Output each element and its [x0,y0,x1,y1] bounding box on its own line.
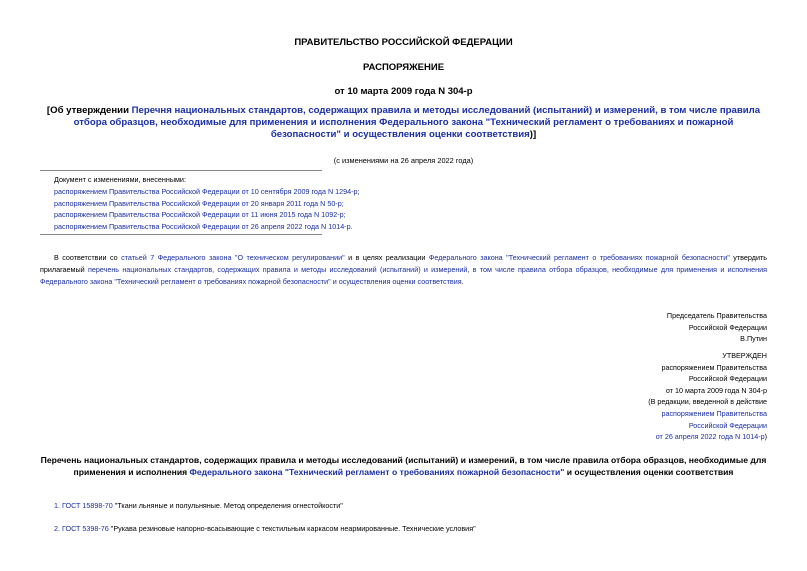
list-item [54,501,343,510]
document-title [40,105,767,141]
body-link-federal-law[interactable]: Федерального закона "Технический регламент о требованиях пожарной безопасности" [428,253,730,262]
document-kind: РАСПОРЯЖЕНИЕ [362,62,445,73]
signature-line-2: Российской Федерации [688,322,767,332]
approval-line-4: от 10 марта 2009 года N 304-р [665,385,767,395]
approval-line-5: (В редакции, введенной в действие [648,397,767,407]
change-link-2[interactable]: распоряжением Правительства Российской Федерации от 20 января 2011 года N 50-р; [54,198,344,208]
change-link-4[interactable]: распоряжением Правительства Российской Федерации от 26 апреля 2022 года N 1014-р. [54,222,353,232]
list-item-text: "Рукава резиновые напорно-всасывающие с текстильным каркасом неармированные. Технические условия" [108,524,476,533]
list-item-link[interactable]: 1. ГОСТ 15898-70 [54,501,113,510]
body-link-list[interactable]: перечень национальных стандартов, содержащих правила и методы исследований (испытаний) и измерений, в том числе правила отбора образцов, необходимые для применения и исполнения Федерального закона "Технический регламент о требованиях пожарной безопасности" и осуществления оценки соответствия [40,265,767,286]
body-text-4: . [461,277,464,286]
approval-line-3: Российской Федерации [688,374,767,384]
list-title-prefix: Перечень национальных стандартов, содержащих правила и методы исследований (испытаний) и измерений, в том числе правила отбора образцов, необходимые для применения и исполнения [40,455,767,477]
list-item-text: "Ткани льняные и полульняные. Метод определения огнестойкости" [112,501,343,510]
revision-note: (с изменениями на 26 апреля 2022 года) [333,156,474,165]
signature-line-1: Председатель Правительства [666,311,767,320]
body-text-1: В соответствии со [54,253,122,262]
body-link-article-7[interactable]: статьей 7 Федерального закона "О техническом регулировании" [121,253,345,262]
list-title-suffix: и осуществления оценки соответствия [564,467,734,477]
signature-block [667,310,767,345]
list-title-link[interactable]: Федерального закона "Технический регламент о требованиях пожарной безопасности" [189,467,565,477]
change-link-1[interactable]: распоряжением Правительства Российской Федерации от 10 сентября 2009 года N 1294-р; [54,186,360,196]
document-date-number: от 10 марта 2009 года N 304-р [334,86,473,97]
approval-link-1[interactable]: распоряжением Правительства [661,408,767,418]
title-suffix: )] [529,129,537,140]
title-link[interactable]: Перечня национальных стандартов, содержащих правила и методы исследований (испытаний) и измерений, в том числе правила отбора образцов, необходимые для применения и исполнения Федерального закона "Технический регламент о требованиях и пожарной безопасности" и осуществления оценки соответствия [73,105,761,140]
body-text-2: и в целях реализации [344,253,429,262]
changes-block [54,174,360,233]
list-title [40,454,767,478]
body-paragraph [40,252,767,288]
changes-top-divider [40,170,322,171]
government-heading: ПРАВИТЕЛЬСТВО РОССИЙСКОЙ ФЕДЕРАЦИИ [294,37,513,48]
body-text-3: утвердить прилагаемый [40,253,767,274]
signature-line-3: В.Путин [740,334,767,344]
approval-block [648,350,767,443]
approval-close: ) [764,432,767,442]
title-prefix: [Об утверждении [46,105,132,116]
approval-link-2[interactable]: Российской Федерации [688,420,767,430]
changes-bottom-divider [40,234,322,235]
list-item-link[interactable]: 2. ГОСТ 5398-76 [54,524,109,533]
approval-line-1: УТВЕРЖДЕН [722,351,767,360]
changes-heading: Документ с изменениями, внесенными: [54,175,186,184]
list-item [54,524,476,533]
approval-line-2: распоряжением Правительства [661,362,767,372]
change-link-3[interactable]: распоряжением Правительства Российской Федерации от 11 июня 2015 года N 1092-р; [54,210,346,220]
approval-link-3[interactable]: от 26 апреля 2022 года N 1014-р [655,432,765,442]
